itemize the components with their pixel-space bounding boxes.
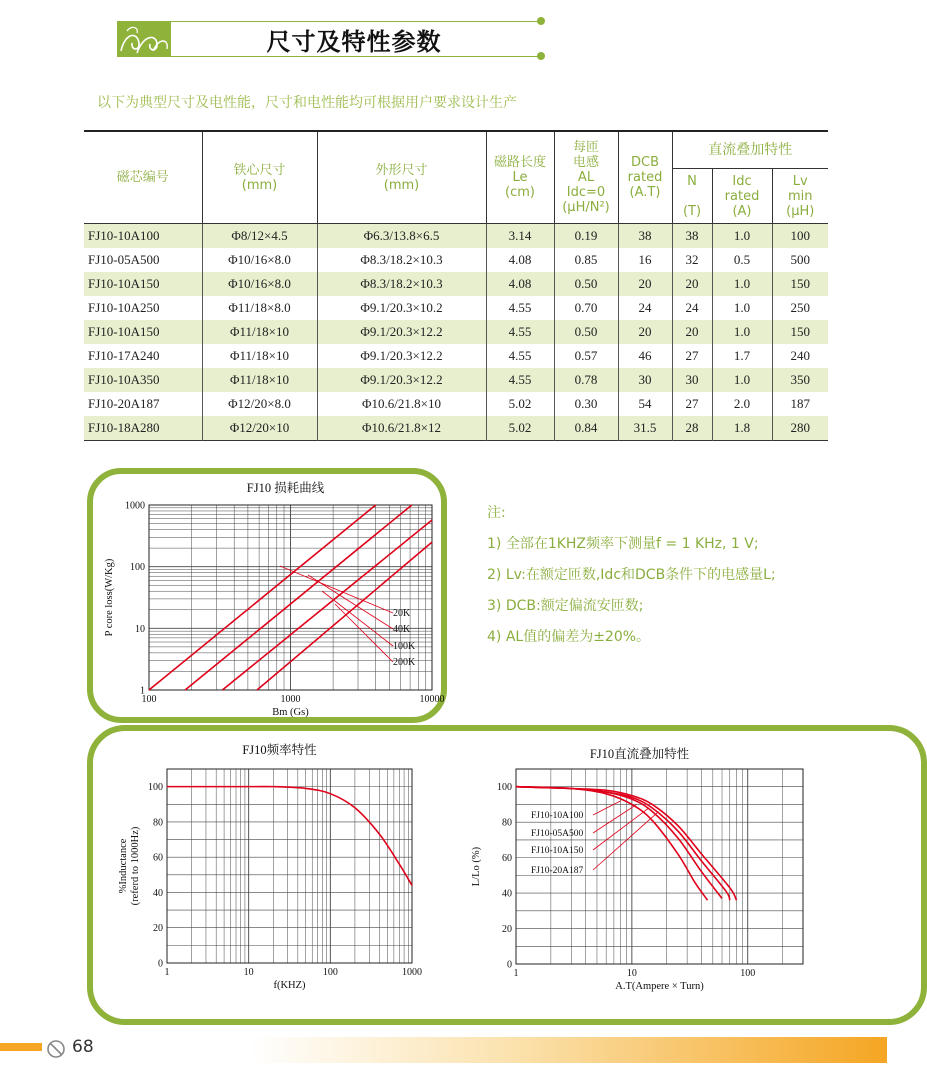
page-number: 68 xyxy=(72,1037,94,1057)
table-cell: 1.7 xyxy=(712,344,772,368)
chart-title: FJ10 损耗曲线 xyxy=(246,481,325,495)
y-tick-label: 100 xyxy=(130,562,145,574)
table-cell: 0.50 xyxy=(554,320,618,344)
plot-frame xyxy=(167,769,412,963)
leader-line xyxy=(335,604,393,662)
table-row xyxy=(84,272,828,296)
header-ornament xyxy=(117,21,171,57)
table-cell: Φ10/16×8.0 xyxy=(202,248,317,272)
x-tick-label: 1 xyxy=(513,968,519,979)
spec-table xyxy=(84,130,828,441)
x-tick-label: 10 xyxy=(626,968,637,979)
table-cell: Φ8/12×4.5 xyxy=(202,224,317,249)
th-le: 磁路长度 Le (cm) xyxy=(486,131,554,224)
x-tick-label: 100 xyxy=(740,968,756,979)
y-tick-label: 60 xyxy=(153,852,163,864)
table-cell: 30 xyxy=(672,368,712,392)
legend-label: FJ10-20A187 xyxy=(531,866,584,876)
y-tick-label: 20 xyxy=(502,924,512,936)
table-cell: 1.0 xyxy=(712,368,772,392)
table-cell: FJ10-10A250 xyxy=(88,300,160,315)
y-tick-label: 60 xyxy=(502,853,512,865)
chart-title: FJ10频率特性 xyxy=(242,743,317,757)
table-cell: 500 xyxy=(772,248,828,272)
table-cell: 1.0 xyxy=(712,320,772,344)
th-lv: Lv min (μH) xyxy=(772,169,828,224)
table-cell: 1.0 xyxy=(712,296,772,320)
grid xyxy=(167,769,412,963)
x-axis-label: Bm (Gs) xyxy=(272,707,309,718)
table-cell: 46 xyxy=(618,344,672,368)
table-cell: Φ9.1/20.3×10.2 xyxy=(317,296,486,320)
table-cell: 30 xyxy=(618,368,672,392)
legend-label: 100K xyxy=(393,641,416,652)
y-axis-label: L/Lo (%) xyxy=(471,846,482,887)
table-cell: Φ11/18×10 xyxy=(202,344,317,368)
table-cell: 4.55 xyxy=(486,296,554,320)
page-title: 尺寸及特性参数 xyxy=(266,28,442,56)
table-cell: 0.57 xyxy=(554,344,618,368)
y-axis-label: P core loss(W/Kg) xyxy=(104,558,115,637)
swirl-icon xyxy=(117,21,171,57)
th-code: 磁芯编号 xyxy=(116,170,169,185)
note-item: 2) Lv:在额定匝数,Idc和DCB条件下的电感量L; xyxy=(487,567,776,583)
table-row xyxy=(84,392,828,416)
y-tick-label: 0 xyxy=(507,959,512,971)
th-dc-group: 直流叠加特性 xyxy=(672,131,828,169)
y-tick-label: 20 xyxy=(153,923,163,935)
y-axis-label: %Inductance xyxy=(118,838,129,894)
table-row xyxy=(84,248,828,272)
table-cell: 38 xyxy=(672,224,712,249)
table-cell: 240 xyxy=(772,344,828,368)
th-n: N (T) xyxy=(672,169,712,224)
series-line xyxy=(516,787,708,900)
table-cell: 4.55 xyxy=(486,320,554,344)
table-cell: 32 xyxy=(672,248,712,272)
table-cell: 24 xyxy=(672,296,712,320)
table-cell: 250 xyxy=(772,296,828,320)
page-subtitle: 以下为典型尺寸及电性能，尺寸和电性能均可根据用户要求设计生产 xyxy=(97,95,517,111)
table-cell: 20 xyxy=(618,320,672,344)
series-line xyxy=(516,787,736,900)
table-cell: 4.08 xyxy=(486,248,554,272)
table-cell: Φ11/18×8.0 xyxy=(202,296,317,320)
table-cell: FJ10-20A187 xyxy=(88,396,160,411)
y-tick-label: 80 xyxy=(502,817,512,829)
x-tick-label: 100 xyxy=(322,967,338,978)
table-cell: 38 xyxy=(618,224,672,249)
table-cell: FJ10-05A500 xyxy=(88,252,160,267)
table-cell: 0.30 xyxy=(554,392,618,416)
leader-line xyxy=(593,804,637,833)
table-cell: Φ9.1/20.3×12.2 xyxy=(317,320,486,344)
legend-label: 40K xyxy=(393,624,411,635)
th-al: 每匝 电感 AL Idc=0 (μH/N²) xyxy=(554,131,618,224)
table-cell: 3.14 xyxy=(486,224,554,249)
note-item: 1) 全部在1KHZ频率下测量f = 1 KHz, 1 V; xyxy=(487,536,759,552)
dc-bias-chart xyxy=(465,740,810,1002)
series-line xyxy=(516,787,722,899)
y-tick-label: 100 xyxy=(497,782,512,794)
x-tick-label: 100 xyxy=(141,694,157,705)
table-cell: 0.85 xyxy=(554,248,618,272)
table-cell: Φ9.1/20.3×12.2 xyxy=(317,368,486,392)
table-cell: 28 xyxy=(672,416,712,441)
table-row xyxy=(84,296,828,320)
x-tick-label: 10000 xyxy=(419,694,445,705)
table-cell: 2.0 xyxy=(712,392,772,416)
table-cell: FJ10-17A240 xyxy=(88,348,160,363)
table-cell: FJ10-10A150 xyxy=(84,272,202,296)
frequency-chart xyxy=(110,740,445,995)
table-row xyxy=(84,368,828,392)
note-item: 4) AL值的偏差为±20%。 xyxy=(487,629,651,645)
header-dot-top xyxy=(537,17,545,25)
legend-label: FJ10-10A150 xyxy=(531,846,584,856)
table-cell: 4.55 xyxy=(486,368,554,392)
table-cell: 20 xyxy=(672,272,712,296)
table-cell: FJ10-18A280 xyxy=(84,416,202,441)
table-cell: 27 xyxy=(672,344,712,368)
y-tick-label: 40 xyxy=(153,887,163,899)
legend-label: 200K xyxy=(393,657,416,668)
y-tick-label: 10 xyxy=(135,623,145,635)
table-row xyxy=(84,344,828,368)
table-row xyxy=(84,320,828,344)
y-tick-label: 80 xyxy=(153,817,163,829)
table-cell: 5.02 xyxy=(486,416,554,441)
table-cell: FJ10-10A350 xyxy=(84,368,202,392)
legend-label: 20K xyxy=(393,608,411,619)
table-cell: 280 xyxy=(772,416,828,441)
footer-bar-right xyxy=(250,1037,887,1063)
table-cell: Φ10/16×8.0 xyxy=(202,272,317,296)
table-cell: 350 xyxy=(772,368,828,392)
x-tick-label: 1 xyxy=(164,967,170,978)
y-axis-label: (referd to 1000Hz) xyxy=(130,826,141,906)
table-cell: 150 xyxy=(772,320,828,344)
table-cell: 0.84 xyxy=(554,416,618,441)
table-cell: 150 xyxy=(772,272,828,296)
table-cell: 20 xyxy=(672,320,712,344)
table-cell: 0.19 xyxy=(554,224,618,249)
series-line xyxy=(167,787,412,886)
note-item: 3) DCB:额定偏流安匝数; xyxy=(487,598,644,614)
table-cell: 24 xyxy=(618,296,672,320)
table-cell: 0.78 xyxy=(554,368,618,392)
table-cell: Φ11/18×10 xyxy=(202,320,317,344)
th-dcb: DCB rated (A.T) xyxy=(618,131,672,224)
table-row xyxy=(84,416,828,441)
table-cell: 5.02 xyxy=(486,392,554,416)
table-cell: 20 xyxy=(618,272,672,296)
x-tick-label: 1000 xyxy=(280,694,301,705)
table-cell: 4.08 xyxy=(486,272,554,296)
table-cell: Φ9.1/20.3×12.2 xyxy=(317,344,486,368)
table-cell: 0.70 xyxy=(554,296,618,320)
legend-label: FJ10-10A100 xyxy=(531,811,584,821)
table-cell: Φ6.3/13.8×6.5 xyxy=(317,224,486,249)
table-cell: Φ8.3/18.2×10.3 xyxy=(317,248,486,272)
table-cell: Φ11/18×10 xyxy=(202,368,317,392)
x-tick-label: 10 xyxy=(243,967,254,978)
y-tick-label: 40 xyxy=(502,888,512,900)
x-axis-label: A.T(Ampere × Turn) xyxy=(615,981,704,992)
notes-title: 注: xyxy=(487,505,506,521)
table-cell: 27 xyxy=(672,392,712,416)
table-cell: FJ10-10A100 xyxy=(84,224,202,249)
y-tick-label: 100 xyxy=(148,782,163,794)
legend-label: FJ10-05A500 xyxy=(531,829,584,839)
notes xyxy=(487,498,776,653)
table-cell: Φ8.3/18.2×10.3 xyxy=(317,272,486,296)
table-cell: Φ10.6/21.8×12 xyxy=(317,416,486,441)
table-cell: FJ10-10A150 xyxy=(84,320,202,344)
th-idc: Idc rated (A) xyxy=(712,169,772,224)
header-dot-bottom xyxy=(537,52,545,60)
table-cell: 1.8 xyxy=(712,416,772,441)
table-cell: Φ10.6/21.8×10 xyxy=(317,392,486,416)
y-tick-label: 0 xyxy=(158,958,163,970)
table-cell: 4.55 xyxy=(486,344,554,368)
no-entry-icon xyxy=(46,1039,66,1059)
x-tick-label: 1000 xyxy=(402,967,422,978)
table-cell: 31.5 xyxy=(618,416,672,441)
y-tick-label: 1 xyxy=(140,685,145,697)
table-cell: 0.50 xyxy=(554,272,618,296)
table-cell: Φ12/20×8.0 xyxy=(202,392,317,416)
table-cell: 0.5 xyxy=(712,248,772,272)
x-axis-label: f(KHZ) xyxy=(273,980,306,991)
core-loss-chart xyxy=(100,478,445,718)
series-line xyxy=(149,505,376,690)
table-cell: 54 xyxy=(618,392,672,416)
table-cell: 16 xyxy=(618,248,672,272)
footer-bar-left xyxy=(0,1043,42,1051)
y-tick-label: 1000 xyxy=(125,500,145,512)
leader-line xyxy=(308,575,393,629)
chart-title: FJ10直流叠加特性 xyxy=(589,747,690,761)
series-line xyxy=(185,505,412,690)
leader-line xyxy=(593,812,659,870)
table-cell: 1.0 xyxy=(712,272,772,296)
th-core-size: 铁心尺寸 (mm) xyxy=(202,131,317,224)
table-cell: 1.0 xyxy=(712,224,772,249)
table-cell: 187 xyxy=(772,392,828,416)
table-cell: 100 xyxy=(772,224,828,249)
th-outer-size: 外形尺寸 (mm) xyxy=(317,131,486,224)
table-row xyxy=(84,224,828,249)
table-cell: Φ12/20×10 xyxy=(202,416,317,441)
